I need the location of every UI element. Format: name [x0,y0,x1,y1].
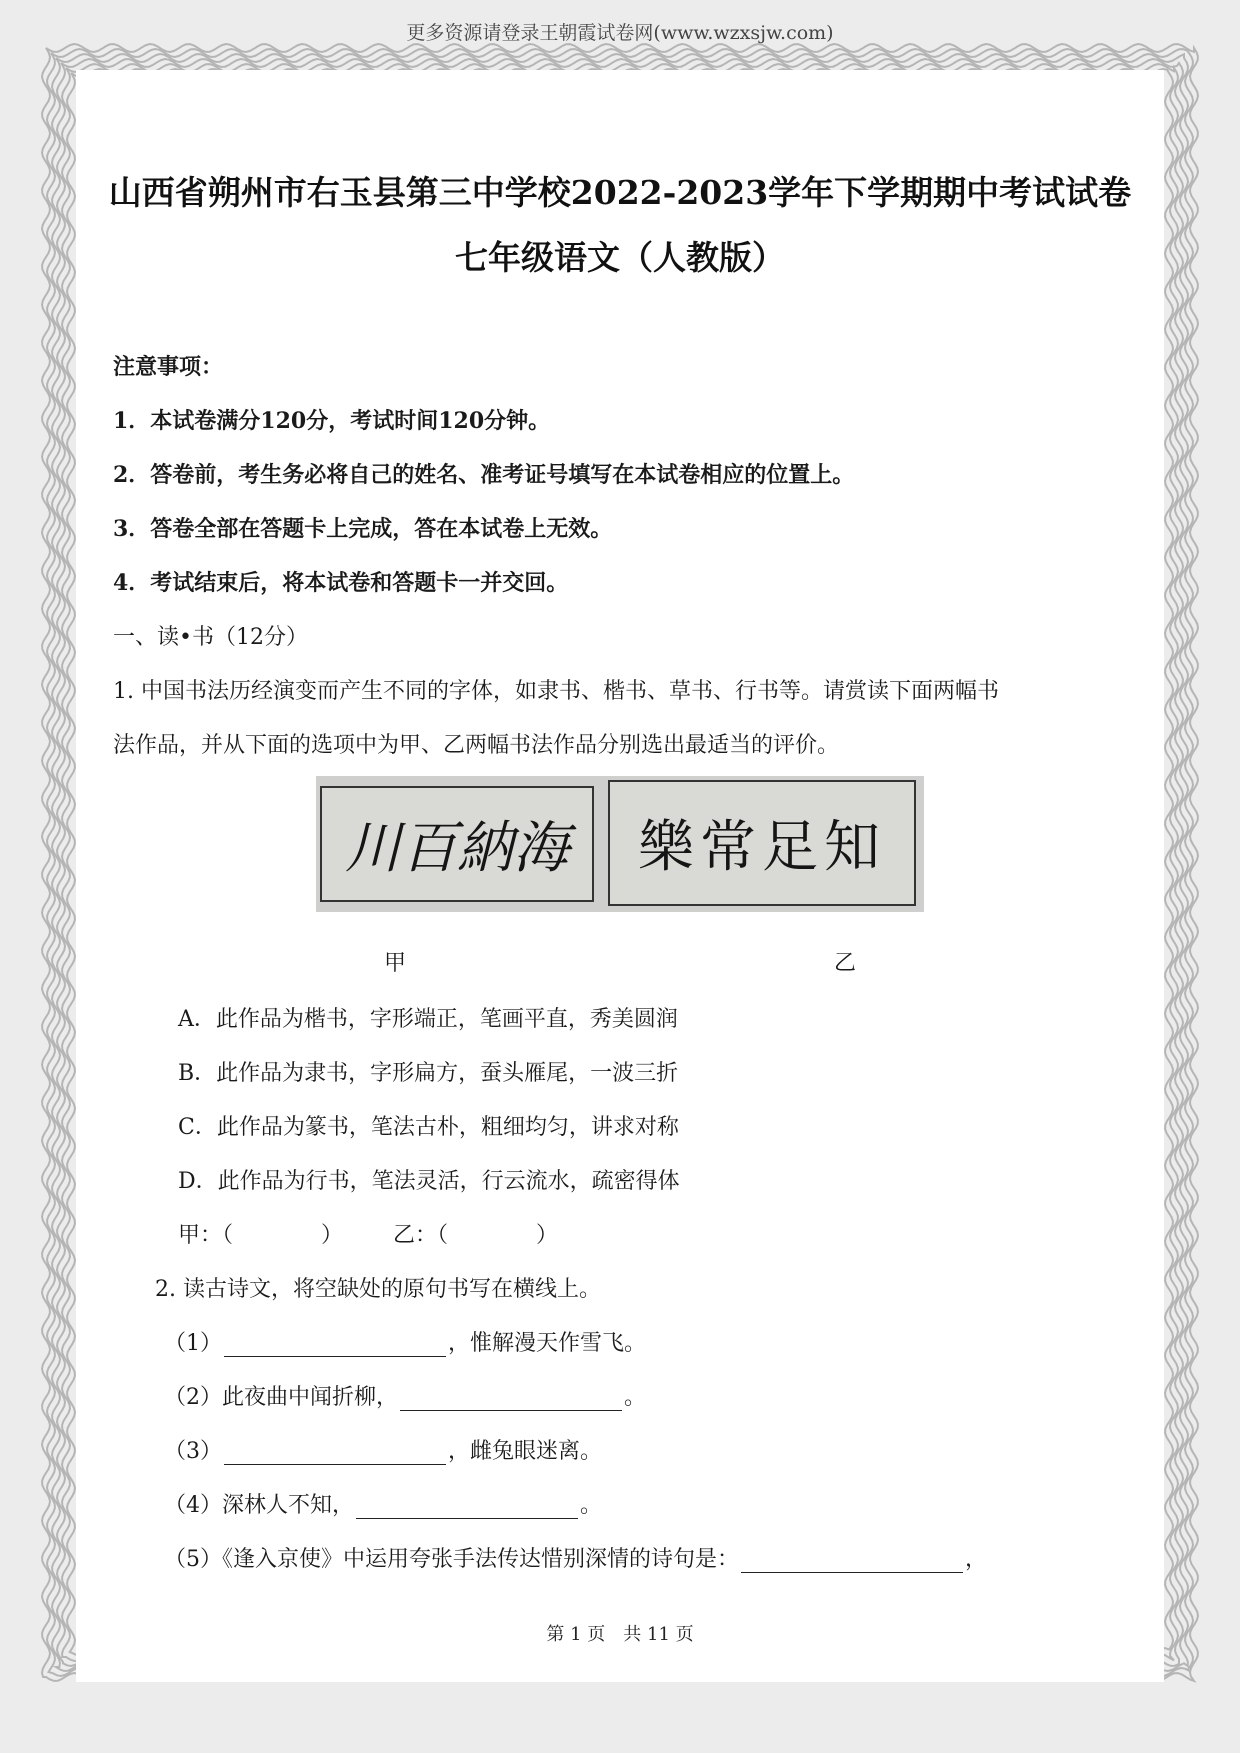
answer-jia: 甲：（ ） [178,1223,344,1248]
calligraphy-image [316,776,924,912]
note-item-1: 1．本试卷满分120分，考试时间120分钟。 [113,408,551,434]
answer-blank-4[interactable] [356,1496,578,1519]
notes-heading: 注意事项： [113,354,224,380]
item-5-suffix: ， [965,1547,988,1572]
option-b: B．此作品为隶书，字形扁方，蚕头雁尾，一波三折 [178,1061,679,1086]
item-3-suffix: ，雌兔眼迷离。 [448,1439,603,1464]
calligraphy-work-jia: 川百納海 [320,786,594,902]
question-2-item-3 [164,1434,602,1465]
answer-blank-1[interactable] [224,1334,446,1357]
note-item-3: 3．答卷全部在答题卡上完成，答在本试卷上无效。 [113,516,613,542]
answer-yi: 乙：（ ） [393,1223,559,1248]
item-1-prefix: （1） [164,1331,222,1356]
watermark-text: 更多资源请登录王朝霞试卷网(www.wzxsjw.com) [406,22,834,44]
item-4-suffix: 。 [580,1493,603,1518]
question-2-heading: 2. 读古诗文，将空缺处的原句书写在横线上。 [155,1277,601,1302]
note-item-4: 4．考试结束后，将本试卷和答题卡一并交回。 [113,570,569,596]
section-heading: 一、读•书（12分） [113,625,308,650]
item-4-prefix: （4）深林人不知， [164,1493,354,1518]
option-a: A．此作品为楷书，字形端正，笔画平直，秀美圆润 [178,1007,678,1032]
item-2-prefix: （2）此夜曲中闻折柳， [164,1385,398,1410]
question-2-item-4 [164,1488,602,1519]
question-1-text-line2: 法作品，并从下面的选项中为甲、乙两幅书法作品分别选出最适当的评价。 [113,733,840,758]
option-c: C．此作品为篆书，笔法古朴，粗细均匀，讲求对称 [178,1115,679,1140]
item-1-suffix: ，惟解漫天作雪飞。 [448,1331,647,1356]
item-5-prefix: （5）《逢入京使》中运用夸张手法传达惜别深情的诗句是： [164,1547,739,1572]
answer-blank-2[interactable] [400,1388,622,1411]
exam-subtitle: 七年级语文（人教版） [455,238,785,277]
caption-yi: 乙 [834,951,857,976]
question-2-item-2 [164,1380,646,1411]
question-2-item-1 [164,1326,646,1357]
item-2-suffix: 。 [624,1385,647,1410]
page-footer: 第 1 页 共 11 页 [546,1624,694,1645]
answer-blank-3[interactable] [224,1442,446,1465]
exam-title: 山西省朔州市右玉县第三中学校2022-2023学年下学期期中考试试卷 [108,173,1132,212]
calligraphy-work-yi: 樂常足知 [608,780,916,906]
note-item-2: 2．答卷前，考生务必将自己的姓名、准考证号填写在本试卷相应的位置上。 [113,462,855,488]
question-1-text-line1: 1. 中国书法历经演变而产生不同的字体，如隶书、楷书、草书、行书等。请赏读下面两幅书 [113,679,999,704]
item-3-prefix: （3） [164,1439,222,1464]
answer-blank-5[interactable] [741,1550,963,1573]
caption-jia: 甲 [384,951,407,976]
question-2-item-5 [164,1542,987,1573]
option-d: D．此作品为行书，笔法灵活，行云流水，疏密得体 [178,1169,680,1194]
